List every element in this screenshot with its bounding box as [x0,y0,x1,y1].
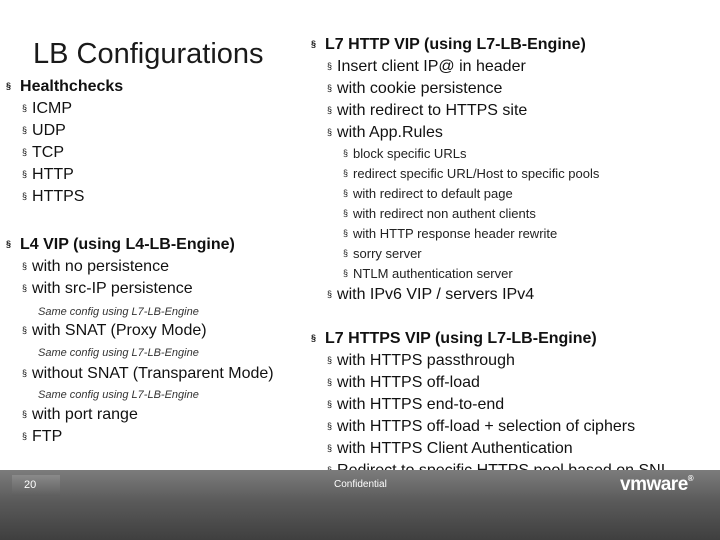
l4-item: § with port range [22,406,138,423]
l4-item: § without SNAT (Transparent Mode) [22,365,274,382]
healthcheck-item: § TCP [22,144,65,161]
healthcheck-item: § ICMP [22,100,73,117]
l4-item: § FTP [22,428,63,445]
l7-http-item: § Insert client IP@ in header [327,58,526,75]
l7-https-item: § with HTTPS end-to-end [327,396,505,413]
l7-https-item: § with HTTPS passthrough [327,352,515,369]
l7-http-item: § with App.Rules [327,124,443,141]
l4-item: § with src-IP persistence [22,280,193,297]
l4-item-note: Same config using L7-LB-Engine [38,306,199,318]
app-rule-item: § with redirect to default page [343,186,513,201]
page-number: 20 [24,479,37,491]
l7-https-heading: § L7 HTTPS VIP (using L7-LB-Engine) [311,330,597,347]
app-rule-item: § with HTTP response header rewrite [343,226,558,241]
app-rule-item: § redirect specific URL/Host to specific pools [343,166,600,181]
app-rule-item: § with redirect non authent clients [343,206,536,221]
healthcheck-item: § HTTPS [22,188,85,205]
l4-item: § with SNAT (Proxy Mode) [22,322,207,339]
l4-item-note: Same config using L7-LB-Engine [38,389,199,401]
l4-item: § with no persistence [22,258,169,275]
l7-http-item: § with cookie persistence [327,80,503,97]
l7-https-item: § with HTTPS Client Authentication [327,440,573,457]
app-rule-item: § NTLM authentication server [343,266,513,281]
l7-https-item: § with HTTPS off-load + selection of ciphers [327,418,636,435]
healthcheck-item: § HTTP [22,166,74,183]
app-rule-item: § block specific URLs [343,146,467,161]
confidential-label: Confidential [334,479,387,490]
vmware-logo: vmware® [620,474,694,495]
slide-title: LB Configurations [33,38,264,70]
l4-vip-heading: § L4 VIP (using L4-LB-Engine) [6,236,235,253]
l7-http-item: § with redirect to HTTPS site [327,102,528,119]
healthcheck-item: § UDP [22,122,66,139]
l7-https-item: § with HTTPS off-load [327,374,480,391]
l7-http-heading: § L7 HTTP VIP (using L7-LB-Engine) [311,36,586,53]
healthchecks-heading: § Healthchecks [6,78,124,95]
l7-http-item: § with IPv6 VIP / servers IPv4 [327,286,535,303]
app-rule-item: § sorry server [343,246,422,261]
l4-item-note: Same config using L7-LB-Engine [38,347,199,359]
